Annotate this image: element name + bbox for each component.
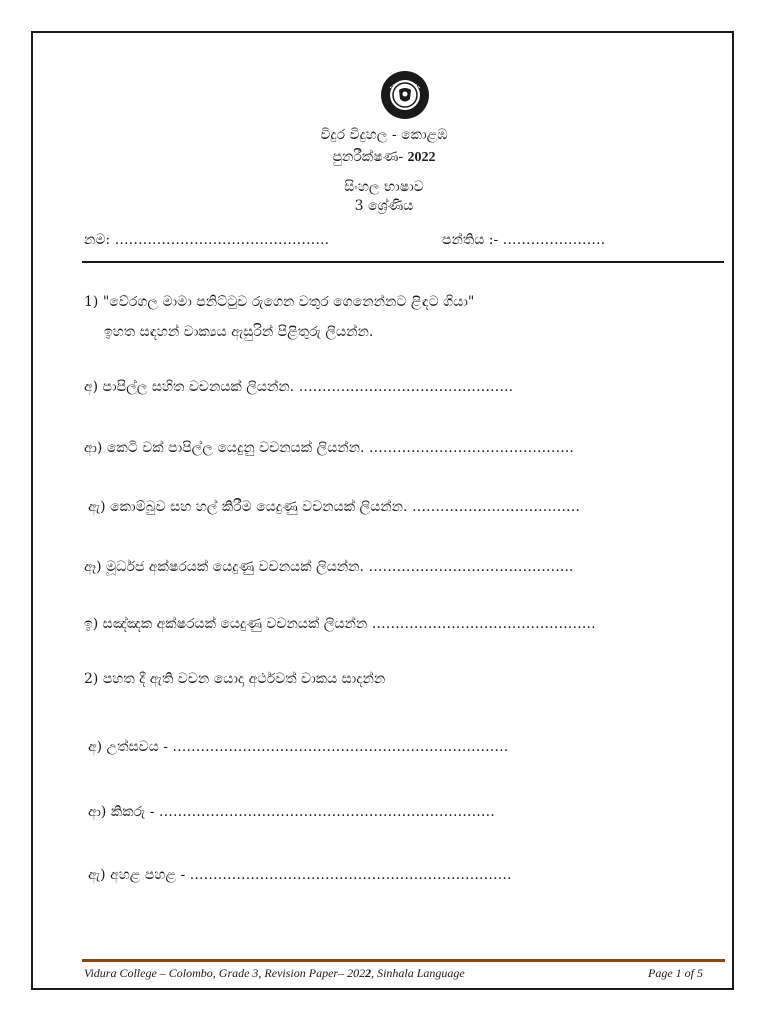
footer-page-number: Page 1 of 5 (648, 966, 703, 980)
question-1aee: ඈ) මූර්ධජ අක්ෂරයක් යෙදුණු වචනයක් ලියන්න. …………………………………….. (84, 559, 574, 575)
exam-year: 2022 (407, 150, 436, 165)
footer-document-info (84, 966, 465, 980)
question-2a: අ) උත්සවය - ……………………………………………………………… (88, 739, 509, 755)
footer-info-suffix: , Sinhala Language (371, 966, 465, 980)
school-name: විදුර විදුහල - කොළඹ (320, 127, 448, 143)
question-1ae: ඇ) කොම්බුව සහ හල් කිරීම යෙදුණු වචනයක් ලියන්න. ……………………………… (88, 499, 580, 515)
question-2aa: ආ) කිකරු - ……………………………………………………………… (88, 804, 495, 820)
question-2-instruction: 2) පහත දී ඇති වචන යොදා අර්ථවත් වාකය සාදන්න (84, 671, 386, 687)
question-2ae: ඇ) අහළ පහළ - …………………………………………………………… (88, 867, 512, 883)
footer-info-prefix: Vidura College – Colombo, Grade 3, Revision Paper– 202 (84, 966, 366, 980)
question-1aa: ආ) කෙටි වක් පාපිල්ල යෙදුනු වචනයක් ලියන්න. …………………………………….. (84, 440, 574, 456)
question-1-quote: 1) "වේරගල මාමා පනිට්ටුව රුගෙන වතුර ගෙනෙන්නට ළිඳට ගියා" (84, 294, 475, 310)
subject-title: සිංහල භාෂාව (344, 179, 424, 195)
footer-info-year-digit: 2 (365, 966, 372, 980)
question-1i: ඉ) සඤ්ඤක අක්ෂරයක් යෙදුණු වචනයක් ලියන්න ………………………………………… (84, 616, 596, 632)
exam-title-prefix: පුනරීක්ෂණ- (332, 149, 408, 165)
exam-title (0, 148, 768, 167)
question-1a: අ) පාපිල්ල සහිත වචනයක් ලියන්න. ………………………………………. (84, 379, 514, 395)
footer-divider (82, 959, 725, 962)
student-name-field: නම: ………………………………………. (84, 232, 330, 248)
student-class-field: පන්තිය :- …………………. (442, 232, 606, 248)
header-divider (82, 261, 724, 263)
grade-title: 3 ශ්‍රේණිය (354, 198, 414, 214)
school-crest-logo (380, 70, 430, 120)
question-1-instruction: ඉහත සඳහන් වාක්‍යය ඇසුරින් පිළිතුරු ලියන්න. (104, 324, 374, 340)
